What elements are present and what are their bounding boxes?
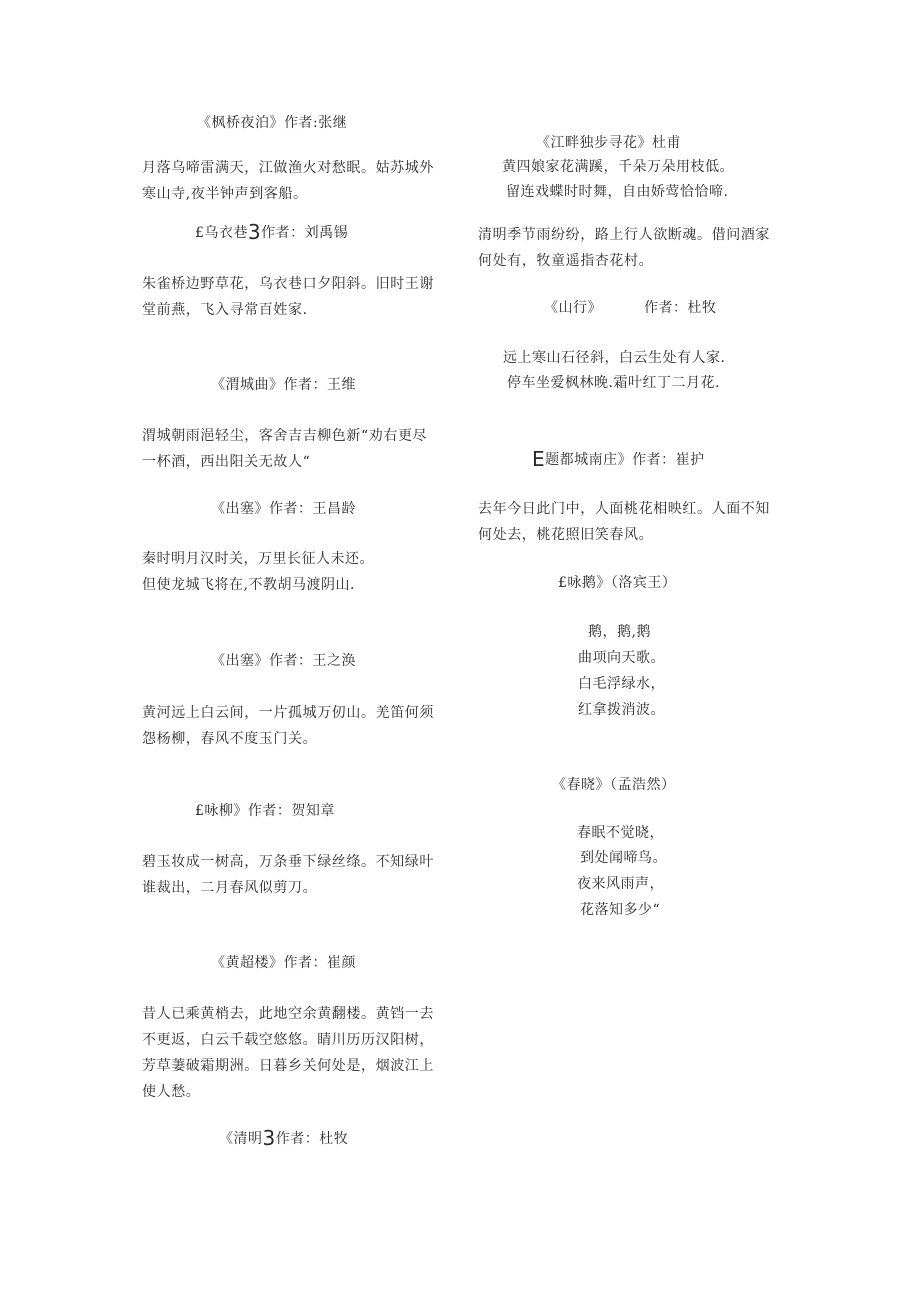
poem-title-chusai-wangchangling: 《出塞》作者：王昌龄	[211, 501, 356, 517]
poem-title-jiangpan: 《江畔独步寻花》杜甫	[536, 135, 681, 151]
poem-text-huanghelou: 昔人已乘黄梢去，此地空余黄翻楼。黄铛一去不更返，白云千载空悠悠。睛川历历汉阳树，芳草萋破霜期洲。日暮乡关何处是，烟波江上使人愁。	[142, 1006, 434, 1100]
poem-line-1: 春眠不觉晓，	[577, 825, 664, 841]
poem-title-chunxiao: 《春晓》（孟浩然）	[552, 777, 676, 793]
poem-line-1: 秦时明月汉时关，万里长征人未还。	[142, 551, 374, 567]
poem-text-yongliu: 碧玉妆成一树高，万条垂下绿丝绦。不知绿叶谁裁出，二月春风似剪刀。	[142, 854, 434, 896]
title-prefix: 《清明	[219, 1131, 263, 1147]
title-suffix: 作者：刘禹锡	[261, 225, 349, 241]
title-name: 《山行》	[544, 300, 602, 316]
poem-text-chusai-wangzhihuan: 黄河远上白云间，一片孤城万仞山。羌笛何须怨杨柳，春风不度玉门关。	[142, 705, 434, 747]
poem-text-fengqiao: 月落乌啼雷满天，江做渔火对愁眠。姑苏城外寒山寺,夜半钟声到客船。	[142, 160, 434, 202]
poem-line-2: 到处闻啼鸟。	[580, 850, 667, 866]
poem-text-qingming: 清明季节雨纷纷，路上行人欲断魂。借问酒家何处有，牧童遥指杏花村。	[478, 227, 770, 269]
title-mark: 3	[262, 1126, 276, 1150]
title-suffix: 作者：杜牧	[275, 1131, 349, 1147]
poem-line-2: 曲项向天歌。	[578, 650, 665, 666]
poem-line-4: 红拿拨消波。	[578, 702, 665, 718]
poem-line-2: 留连戏蝶时时舞，自由娇莺恰恰啼.	[506, 184, 729, 200]
poem-title-chusai-wangzhihuan: 《出塞》作者：王之涣	[211, 653, 356, 669]
poem-text-wuyixiang: 朱雀桥边野草花，乌衣巷口夕阳斜。旧时王谢堂前燕，飞入寻常百姓家.	[142, 276, 434, 318]
poem-line-3: 白毛浮绿水，	[578, 676, 665, 692]
poem-line-2: 但使龙城飞将在,不教胡马渡阴山.	[142, 577, 355, 593]
poem-title-yonge: £咏鹅》（洛宾王）	[558, 575, 677, 591]
title-mark: E	[532, 447, 546, 471]
poem-title-qingming	[219, 1128, 348, 1151]
title-mark: 3	[247, 220, 262, 244]
poem-line-1: 鹅，鹅,鹅	[588, 624, 651, 640]
poem-text-tidouchengnanzhuang: 去年今日此门中，人面桃花相映红。人面不知何处去，桃花照旧笑春风。	[478, 501, 770, 543]
poem-title-tidouchengnanzhuang	[532, 449, 705, 472]
poem-line-2: 停车坐爱枫林晚.霜叶红丁二月花.	[507, 375, 720, 391]
poem-title-fengqiao: 《枫桥夜泊》作者:张继	[197, 115, 348, 131]
poem-line-3: 夜来风雨声，	[577, 876, 664, 892]
poem-title-wuyixiang	[195, 222, 348, 245]
poem-text-weicheng: 渭城朝雨浥轻尘，客舍吉吉柳色新“劝右更尽一杯酒，西出阳关无故人“	[142, 428, 428, 470]
poem-title-huanghelou: 《黄超楼》作者：崔颜	[211, 955, 356, 971]
title-author: 作者：杜牧	[644, 300, 717, 316]
poem-line-1: 黄四娘家花满蹊，千朵万朵用枝低。	[502, 159, 734, 175]
poem-line-1: 远上寒山石径斜，白云生处有人家.	[503, 350, 726, 366]
poem-title-shanxing	[544, 297, 717, 320]
poem-line-4: 花落知多少“	[580, 902, 661, 918]
title-suffix: 题都城南庄》作者：崔护	[545, 452, 705, 468]
poem-title-weicheng: 《渭城曲》作者：王维	[211, 377, 356, 393]
title-prefix: £乌衣巷	[195, 225, 248, 241]
poem-title-yongliu: £咏柳》作者：贺知章	[195, 803, 335, 819]
